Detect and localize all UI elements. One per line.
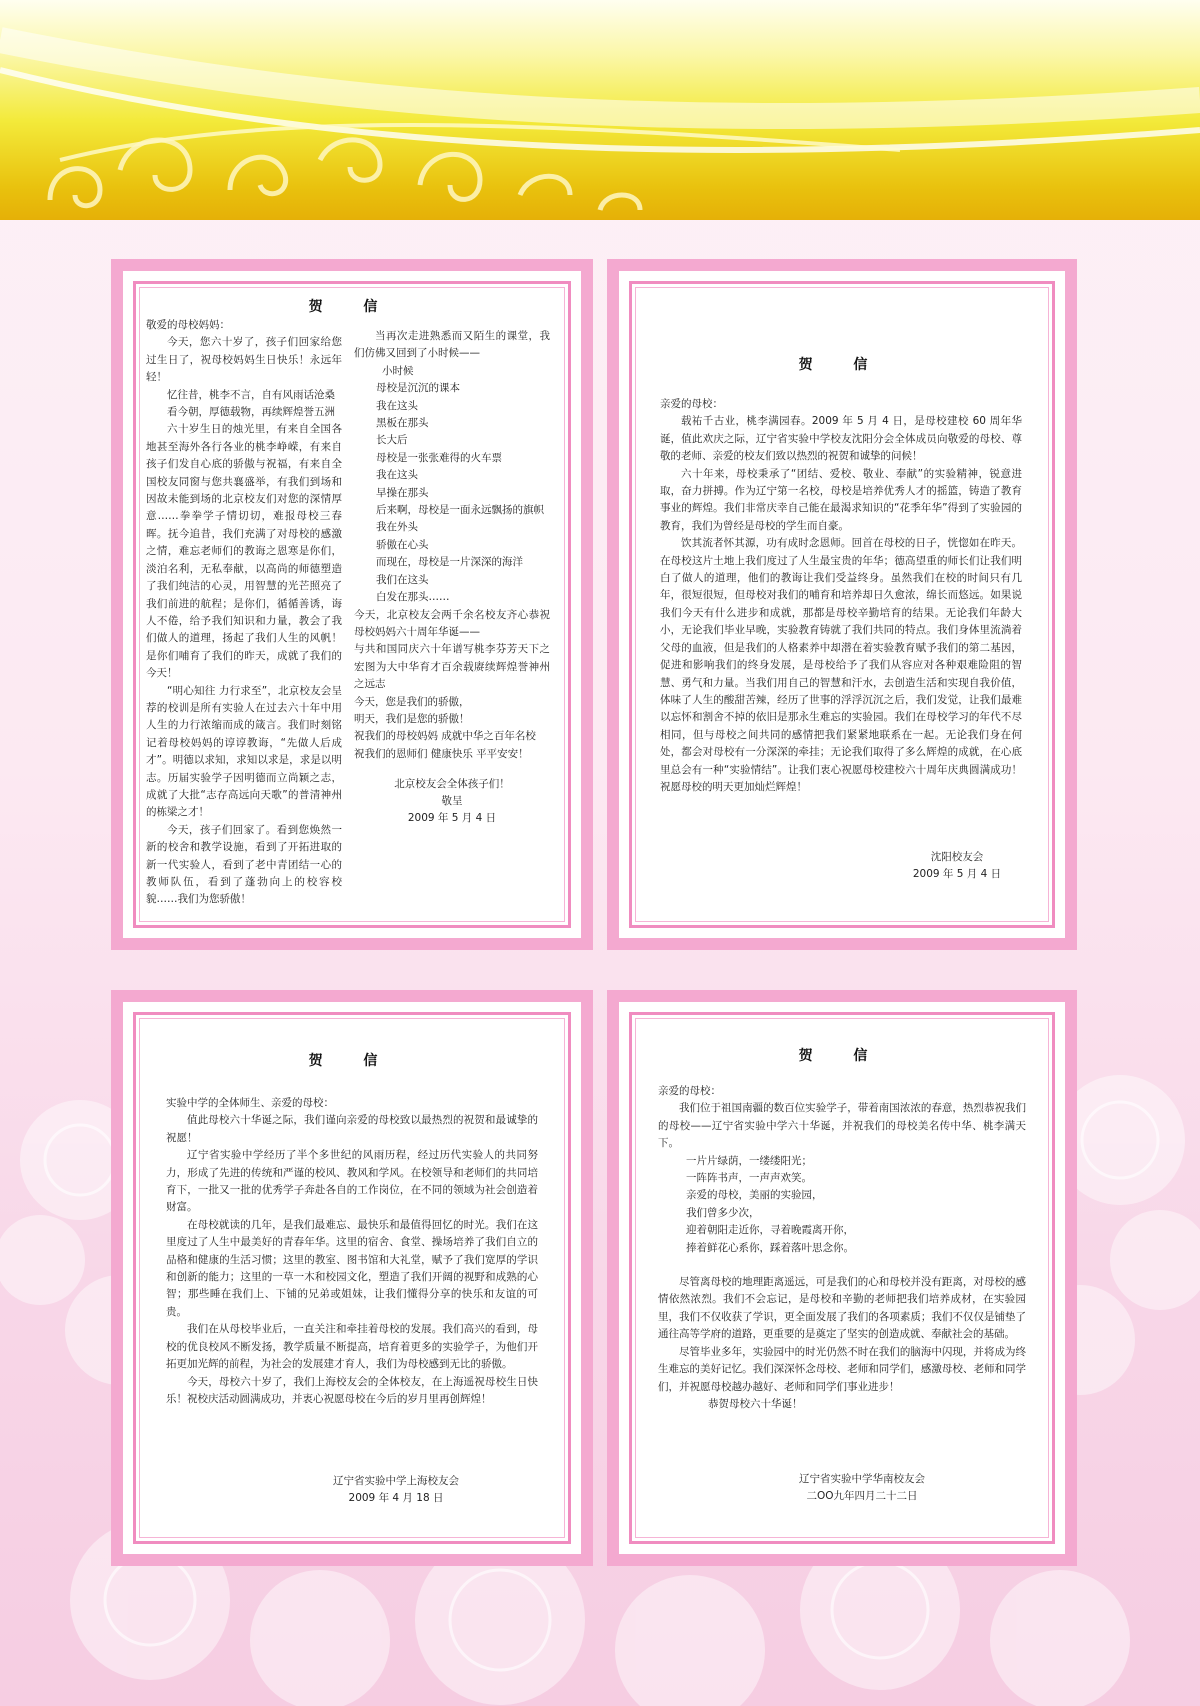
paragraph: 六十年来，母校秉承了“团结、爱校、敬业、奉献”的实验精神，锐意进取，奋力拼搏。作为辽宁第一名校，母校是培养优秀人才的摇篮，铸造了教育事业的辉煌。我们非常庆幸自己能在最渴求知识的“花季年华”得到了实验园的教育，我们为曾经是母校的学生而自豪。 [660,467,1022,532]
poem-line: 捧着鲜花心系你，踩着落叶思念你。 [686,1241,854,1254]
paragraph: 在母校就读的几年，是我们最难忘、最快乐和最值得回忆的时光。我们在这里度过了人生中最美好的青春年华。这里的宿舍、食堂、操场培养了我们自立的品格和健康的生活习惯；这里的教室、图书馆和大礼堂，赋予了我们宽厚的学识和创新的能力；这里的一草一木和校园文化，塑造了我们开阔的视野和成熟的心智；那些睡在我们上、下铺的兄弟或姐妹，让我们懂得分享的快乐和友谊的可贵。 [166,1218,538,1318]
signature-date: 2009 年 4 月 18 日 [348,1492,444,1504]
letter-body [660,396,1022,796]
salutation: 实验中学的全体师生、亲爱的母校： [166,1097,334,1109]
paragraph: 今天，您六十岁了，孩子们回家给您过生日了，祝母校妈妈生日快乐！永远年轻！ [146,336,342,384]
paragraph: 今天，母校六十岁了，我们上海校友会的全体校友，在上海遥祝母校生日快乐！祝校庆活动圆满成功，并衷心祝愿母校在今后的岁月里再创辉煌！ [166,1375,538,1405]
paragraph: 今天，北京校友会两千余名校友齐心恭祝母校妈妈六十周年华诞—— [354,608,550,638]
letter-title: 贺 信 [798,1048,886,1064]
paragraph: 今天，您是我们的骄傲， [354,695,470,708]
poem-line: 我们在这头 [376,573,429,586]
poem-line: 骄傲在心头 [376,538,429,551]
poem-line: 母校是一张张难得的火车票 [376,451,502,464]
signature [286,1473,506,1507]
closing-wish: 恭贺母校六十华诞！ [708,1397,803,1410]
letter-title: 贺 信 [798,357,886,373]
letter-title: 贺 信 [308,1053,396,1069]
paragraph: 与共和国同庆六十年谱写桃李芬芳天下之宏图为大中华育才百余载赓续辉煌誉神州之远志 [354,643,550,691]
poem-line: 亲爱的母校，美丽的实验园， [686,1189,823,1202]
signature [882,849,1032,883]
signature-name: 辽宁省实验中学华南校友会 [799,1473,925,1485]
paragraph: 辽宁省实验中学经历了半个多世纪的风雨历程，经过历代实验人的共同努力，形成了先进的传统和严谨的校风、教风和学风。在校领导和老师们的共同培育下，一批又一批的优秀学子奔赴各自的工作岗位，在不同的领域为社会创造着财富。 [166,1149,538,1214]
letter-body-left [146,317,342,909]
paragraph: 尽管毕业多年，实验园中的时光仍然不时在我们的脑海中闪现，并将成为终生难忘的美好记忆。我们深深怀念母校、老师和同学们，感激母校、老师和同学们，并祝愿母校越办越好、老师和同学们事业进步！ [658,1345,1026,1393]
poem-line: 我们曾多少次， [686,1206,760,1219]
poem-line: 后来啊，母校是一面永远飘扬的旗帜 [376,504,544,517]
paragraph: 明天，我们是您的骄傲！ [354,712,470,725]
salutation: 亲爱的母校： [660,398,723,410]
letter-body [166,1095,538,1408]
paragraph: 祝我们的母校妈妈 成就中华之百年名校 [354,730,536,743]
poem-line: 我在这头 [376,399,418,412]
header-banner [0,0,1200,220]
signature-name: 辽宁省实验中学上海校友会 [333,1475,459,1487]
signature-date: 2009 年 5 月 4 日 [407,812,497,824]
poem-line: 小时候 [382,364,414,377]
letter-title: 贺 信 [308,299,396,315]
letter-body [658,1083,1026,1413]
paragraph: 值此母校六十华诞之际，我们谨向亲爱的母校致以最热烈的祝贺和最诚挚的祝愿！ [166,1114,538,1144]
signature-date: 二OO九年四月二十二日 [806,1490,918,1502]
poem-line: 我在外头 [376,521,418,534]
paragraph: 我们在从母校毕业后，一直关注和牵挂着母校的发展。我们高兴的看到，母校的优良校风不断发扬，教学质量不断提高，培育着更多的实验学子，为他们开拓更加光辉的前程，为社会的发展建才育人，我们为母校感到无比的骄傲。 [166,1323,538,1371]
poem-line: 迎着朝阳走近你，寻着晚霞离开你， [686,1224,854,1237]
swirl-decoration [0,0,1200,220]
letter-beijing [111,259,593,950]
signature-name: 沈阳校友会 [930,851,984,863]
paragraph: 看今朝，厚德载物，再续辉煌誉五洲 [167,406,335,419]
poem-line: 早操在那头 [376,486,429,499]
paragraph: 当再次走进熟悉而又陌生的课堂，我们仿佛又回到了小时候—— [354,330,550,360]
signature [752,1471,972,1505]
paragraph: 载祐千古业，桃李满园春。2009 年 5 月 4 日，是母校建校 60 周年华诞，值此欢庆之际，辽宁省实验中学校友沈阳分会全体成员向敬爱的母校、尊敬的老师、亲爱的校友们致以热烈的祝贺和诚挚的问候！ [660,415,1022,463]
signature [354,776,550,827]
signature-name: 北京校友会全体孩子们！ [394,778,510,790]
paragraph: 忆往昔，桃李不言，自有风雨话沧桑 [167,388,335,401]
poem-line: 而现在，母校是一片深深的海洋 [376,556,523,569]
paragraph: “明心知往 力行求至”，北京校友会呈荐的校训是所有实验人在过去六十年中用人生的力行浓缩而成的箴言。我们时刻铭记着母校妈妈的谆谆教诲，“先做人后成才”。明德以求知，求知以求是，求是以明志。历届实验学子因明德而立尚颖之志，成就了大批“志存高远向天歌”的普清神州的栋梁之才！ [146,684,342,819]
paragraph: 尽管离母校的地理距离遥远，可是我们的心和母校并没有距离，对母校的感情依然浓烈。我们不会忘记，是母校和辛勤的老师把我们培养成材，在实验园里，我们不仅收获了学识，更全面发展了我们的各项素质；我们不仅仅是铺垫了通往高等学府的道路，更重要的是奠定了坚实的创造成就、奉献社会的基础。 [658,1276,1026,1341]
salutation: 亲爱的母校： [658,1085,721,1097]
salutation: 敬爱的母校妈妈： [146,319,230,331]
paragraph: 六十岁生日的烛光里，有来自全国各地甚至海外各行各业的桃李峥嵘，有来自孩子们发自心底的骄傲与祝福，有来自全国校友同窗与您共襄盛举，有我们到场和因故未能到场的北京校友们对您的深情厚意……拳拳学子情切切，难报母校三春晖。抚今追昔，我们充满了对母校的感激之情，难忘老师们的教诲之恩寒是你们，淡泊名利，无私奉献，以高尚的师德塑造了我们纯洁的心灵，用智慧的光芒照亮了我们前进的航程；是你们，循循善诱，诲人不倦，给予我们知识和力量，教会了我们做人的道理，扬起了我们人生的风帆！是你们哺育了我们的昨天，成就了我们的今天！ [146,423,342,680]
signature-closing: 敬呈 [441,795,463,807]
paragraph: 今天，孩子们回家了。看到您焕然一新的校舍和教学设施，看到了开拓进取的新一代实验人，看到了老中青团结一心的教师队伍，看到了蓬勃向上的校容校貌……我们为您骄傲！ [146,823,342,906]
paragraph: 祝我们的恩师们 健康快乐 平平安安！ [354,747,529,760]
poem-line: 长大后 [376,434,408,447]
poem-line: 白发在那头…… [376,591,450,604]
letter-huanan [607,990,1077,1566]
poem-line: 黑板在那头 [376,417,429,430]
paragraph: 饮其流者怀其源，功有成时念恩师。回首在母校的日子，恍惚如在昨天。在母校这片土地上我们度过了人生最宝贵的年华；德高望重的师长们让我们明白了做人的道理，他们的教诲让我们受益终身。虽然我们在校的时间只有几年，很短很短，但母校对我们的哺育和培养却日久愈浓，绵长而悠远。如果说我们今天有什么进步和成就，那都是母校辛勤培育的结果。无论我们年龄大小，无论我们毕业早晚，实验教育铸就了我们共同的特点。我们身体里流淌着父母的血液，但是我们的人格素养中却潜在着实验教育赋予我们的第二基因，促进和影响我们的终身发展，是母校给予了我们从容应对各种艰难险阻的智慧、勇气和力量。当我们用自己的智慧和汗水，去创造生活和实现自我价值，体味了人生的酸甜苦辣，经历了世事的浮浮沉沉之后，我们发觉，让我们最难以忘怀和割舍不掉的依旧是那永生难忘的实验园。我们在母校学习的年代不尽相同，但与母校之间共同的感情把我们紧紧地联系在一起。无论我们身在何处，都会对母校有一分深深的牵挂；无论我们取得了多么辉煌的成就，在心底里总会有一种“实验情结”。让我们衷心祝愿母校建校六十周年庆典圆满成功！祝愿母校的明天更加灿烂辉煌！ [660,537,1022,793]
signature-date: 2009 年 5 月 4 日 [912,868,1002,880]
poem-line: 母校是沉沉的课本 [376,382,460,395]
letter-shenyang [607,259,1077,950]
poem-line: 我在这头 [376,469,418,482]
poem-line: 一阵阵书声，一声声欢笑。 [686,1172,812,1185]
poem-line: 一片片绿荫，一缕缕阳光； [686,1154,812,1167]
letter-body-right [354,328,550,763]
letter-shanghai [111,990,593,1566]
paragraph: 我们位于祖国南疆的数百位实验学子，带着南国浓浓的春意，热烈恭祝我们的母校——辽宁省实验中学六十华诞，并祝我们的母校美名传中华、桃李满天下。 [658,1102,1026,1150]
